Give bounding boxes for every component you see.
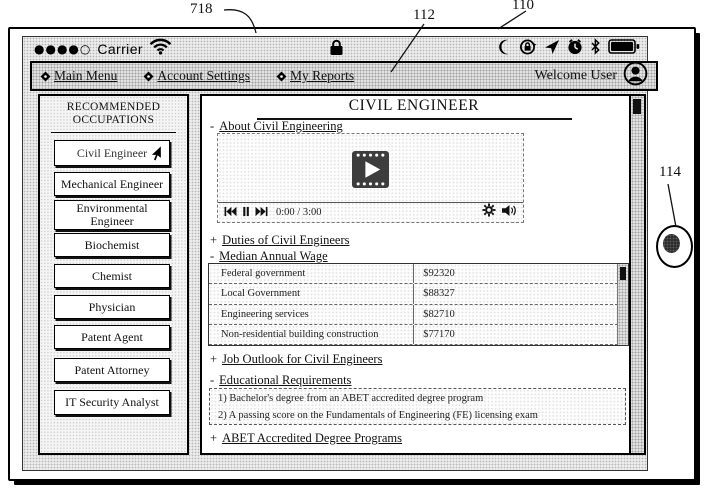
main-content-panel	[200, 94, 646, 455]
diamond-bullet-icon	[40, 71, 51, 82]
ref-label-114: 114	[659, 164, 681, 180]
ref-label-110: 110	[512, 0, 534, 13]
menu-bar	[30, 61, 658, 91]
sidebar-title: RECOMMENDED OCCUPATIONS	[66, 101, 161, 127]
expand-indicator: +	[210, 352, 218, 366]
collapse-indicator: -	[210, 249, 215, 263]
sidebar-item-environmental-engineer[interactable]	[54, 200, 170, 230]
expand-indicator: +	[210, 233, 218, 247]
previous-icon[interactable]	[224, 204, 237, 222]
next-icon[interactable]	[255, 204, 268, 222]
video-time-display: 0:00 / 3:00	[276, 207, 322, 218]
page-title: CIVIL ENGINEER	[348, 97, 480, 114]
occupation-label: Civil Engineer	[76, 145, 148, 160]
education-requirement-item: 2) A passing score on the Fundamentals of Engineering (FE) licensing exam	[218, 409, 538, 421]
menu-item-label: My Reports	[290, 68, 355, 83]
occupation-label: Biochemist	[84, 237, 140, 252]
menu-item-account-settings[interactable]	[143, 68, 250, 84]
education-requirements-box	[209, 388, 626, 425]
occupation-label: Mechanical Engineer	[60, 176, 164, 191]
wifi-icon	[149, 38, 172, 60]
section-link: About Civil Engineering	[219, 119, 343, 133]
status-bar-left	[34, 38, 172, 60]
diamond-bullet-icon	[143, 71, 154, 82]
wage-value-cell: $88327	[423, 288, 455, 300]
sidebar-item-patent-attorney[interactable]	[54, 358, 170, 382]
occupation-label: Chemist	[91, 268, 132, 283]
menu-item-my-reports[interactable]	[276, 68, 354, 84]
play-icon[interactable]	[352, 151, 389, 193]
occupation-label: Patent Attorney	[74, 362, 150, 377]
alarm-clock-icon	[567, 38, 583, 60]
home-button-inner	[663, 234, 680, 253]
main-scrollbar-thumb[interactable]	[633, 99, 641, 114]
menu-item-label: Main Menu	[54, 68, 118, 83]
table-scrollbar[interactable]	[617, 264, 628, 345]
pause-icon[interactable]	[242, 204, 250, 222]
orientation-lock-icon	[519, 38, 537, 61]
collapse-indicator: -	[210, 373, 215, 387]
wage-value-cell: $92320	[423, 268, 455, 280]
sidebar-item-mechanical-engineer[interactable]	[54, 172, 170, 196]
wage-category-cell: Engineering services	[209, 305, 414, 324]
median-wage-table	[208, 263, 629, 346]
sidebar-item-civil-engineer[interactable]	[54, 140, 170, 166]
video-player[interactable]	[217, 133, 524, 223]
status-bar-right	[460, 39, 640, 59]
section-link: Job Outlook for Civil Engineers	[222, 352, 383, 366]
lock-icon	[329, 39, 344, 61]
main-scrollbar[interactable]	[629, 96, 644, 453]
section-duties[interactable]	[210, 233, 349, 248]
expand-indicator: +	[210, 431, 218, 445]
user-avatar-icon[interactable]	[623, 61, 648, 91]
moon-icon	[498, 39, 512, 60]
ref-label-718: 718	[190, 1, 213, 17]
table-scrollbar-thumb[interactable]	[620, 267, 626, 280]
location-icon	[544, 39, 560, 60]
welcome-user-label: Welcome User	[534, 68, 617, 83]
mouse-cursor-icon	[148, 145, 163, 165]
ref-label-112: 112	[413, 7, 435, 23]
volume-icon[interactable]	[501, 204, 517, 222]
sidebar-recommended-occupations	[38, 94, 189, 455]
section-link: Median Annual Wage	[219, 249, 328, 263]
sidebar-item-physician[interactable]	[54, 295, 170, 319]
section-link: ABET Accredited Degree Programs	[222, 431, 402, 445]
section-educational-requirements[interactable]	[210, 373, 351, 388]
video-controls-bar	[218, 202, 523, 222]
sidebar-item-chemist[interactable]	[54, 264, 170, 288]
table-row	[209, 264, 618, 284]
education-requirement-item: 1) Bachelor's degree from an ABET accredited degree program	[218, 393, 484, 404]
section-about-civil-engineering[interactable]	[210, 119, 343, 134]
occupation-label: Patent Agent	[81, 329, 143, 344]
sidebar-item-patent-agent[interactable]	[54, 325, 170, 349]
occupation-label: IT Security Analyst	[65, 395, 159, 410]
occupation-label: Physician	[88, 299, 136, 314]
wage-value-cell: $77170	[423, 329, 455, 341]
home-button[interactable]	[656, 225, 693, 268]
occupation-label: Environmental Engineer	[76, 201, 148, 228]
table-row	[209, 284, 618, 304]
table-row	[209, 325, 618, 345]
section-job-outlook[interactable]	[210, 352, 382, 367]
signal-strength-icon: ●●●●○	[34, 42, 92, 56]
wage-category-cell: Local Government	[209, 284, 414, 303]
menu-item-main-menu[interactable]	[40, 68, 117, 84]
wage-category-cell: Non-residential building construction	[209, 325, 414, 344]
bluetooth-icon	[590, 38, 601, 60]
wage-value-cell: $82710	[423, 308, 455, 320]
diamond-bullet-icon	[276, 71, 287, 82]
battery-icon	[608, 39, 640, 59]
sidebar-item-biochemist[interactable]	[54, 233, 170, 257]
sidebar-title-rule	[51, 132, 176, 133]
sidebar-item-it-security-analyst[interactable]	[54, 390, 170, 415]
menu-item-label: Account Settings	[157, 68, 250, 83]
welcome-user-group	[535, 61, 648, 91]
settings-icon[interactable]	[482, 203, 496, 222]
section-link: Educational Requirements	[219, 373, 352, 387]
collapse-indicator: -	[210, 119, 215, 133]
section-median-annual-wage[interactable]	[210, 249, 328, 264]
table-row	[209, 305, 618, 325]
carrier-label: Carrier	[97, 41, 143, 57]
section-abet-programs[interactable]	[210, 431, 402, 446]
section-link: Duties of Civil Engineers	[222, 233, 350, 247]
wage-category-cell: Federal government	[209, 264, 414, 283]
